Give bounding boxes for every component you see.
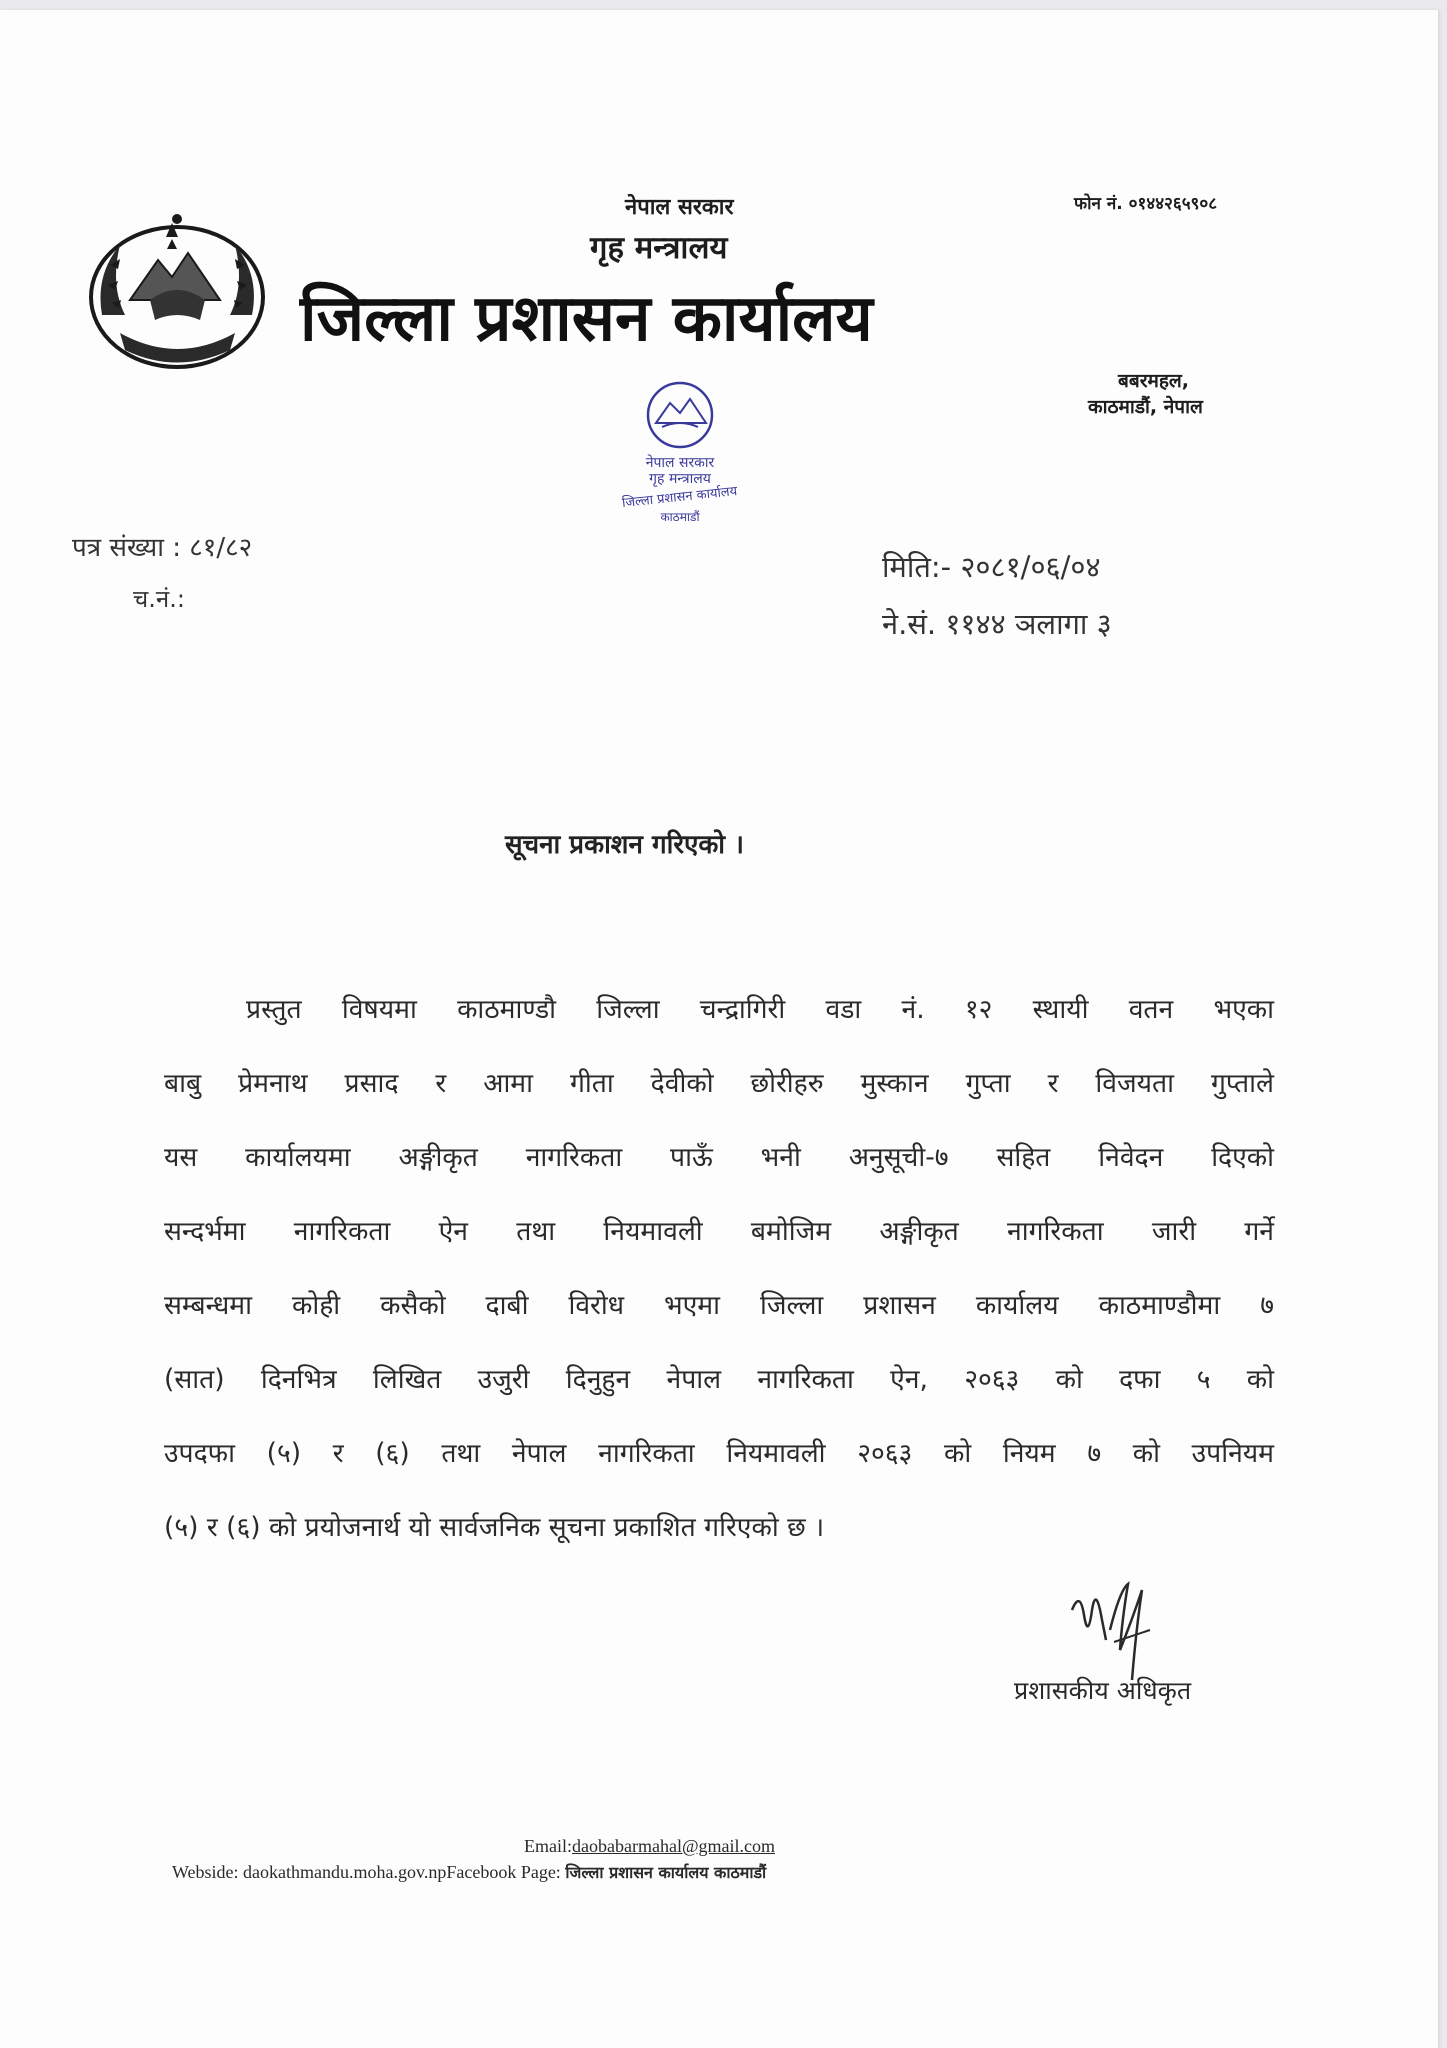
website-label: Webside: (172, 1862, 244, 1882)
nepal-emblem-icon (80, 205, 275, 375)
address-line-2: काठमाडौं, नेपाल (1088, 396, 1203, 418)
body-line: सम्बन्धमा कोही कसैको दाबी विरोध भएमा जिल्ला प्रशासन कार्यालय काठमाण्डौमा ७ (164, 1290, 1274, 1321)
address-line-1: बबरमहल, (1118, 370, 1190, 392)
footer-website (172, 1861, 766, 1883)
reference-number: पत्र संख्या : ८१/८२ (72, 533, 253, 563)
nepal-sambat-date: ने.सं. ११४४ ञलागा ३ (882, 607, 1112, 641)
footer-email (524, 1836, 775, 1857)
signatory-designation: प्रशासकीय अधिकृत (1014, 1676, 1192, 1705)
email-link[interactable]: daobabarmahal@gmail.com (572, 1836, 776, 1856)
signature-icon (1062, 1570, 1172, 1690)
notice-body (164, 973, 1274, 1565)
office-stamp-icon (588, 375, 773, 530)
phone-number: फोन नं. ०१४४२६५९०८ (1074, 194, 1218, 214)
body-line: (सात) दिनभित्र लिखित उजुरी दिनुहुन नेपाल नागरिकता ऐन, २०६३ को दफा ५ को (164, 1364, 1274, 1395)
office-title: जिल्ला प्रशासन कार्यालय (300, 282, 873, 356)
dispatch-number: च.नं.: (133, 585, 185, 613)
notice-subject: सूचना प्रकाशन गरिएको । (505, 830, 744, 860)
stamp-line-3: जिल्ला प्रशासन कार्यालय (621, 484, 738, 512)
website-link[interactable]: daokathmandu.moha.gov.np (243, 1862, 447, 1882)
body-line: बाबु प्रेमनाथ प्रसाद र आमा गीता देवीको छोरीहरु मुस्कान गुप्ता र विजयता गुप्ताले (164, 1068, 1274, 1099)
body-line: यस कार्यालयमा अङ्गीकृत नागरिकता पाऊँ भनी अनुसूची-७ सहित निवेदन दिएको (164, 1142, 1274, 1173)
body-line: उपदफा (५) र (६) तथा नेपाल नागरिकता नियमावली २०६३ को नियम ७ को उपनियम (164, 1438, 1274, 1469)
body-line: प्रस्तुत विषयमा काठमाण्डौ जिल्ला चन्द्रागिरी वडा नं. १२ स्थायी वतन भएका (246, 994, 1274, 1025)
facebook-label: Facebook Page: (446, 1862, 566, 1882)
letter-sheet (0, 10, 1438, 2048)
stamp-line-1: नेपाल सरकार (645, 455, 715, 471)
stamp-line-2: गृह मन्त्रालय (649, 471, 711, 487)
government-name: नेपाल सरकार (625, 195, 734, 220)
email-label: Email: (524, 1836, 572, 1856)
ministry-name: गृह मन्त्रालय (590, 230, 728, 266)
stamp-line-4: काठमाडौं (660, 510, 700, 524)
facebook-page-link[interactable]: जिल्ला प्रशासन कार्यालय काठमाडौं (565, 1863, 767, 1882)
letter-date: मिति:- २०८१/०६/०४ (882, 550, 1101, 584)
body-line: सन्दर्भमा नागरिकता ऐन तथा नियमावली बमोजिम अङ्गीकृत नागरिकता जारी गर्ने (164, 1216, 1274, 1247)
body-line: (५) र (६) को प्रयोजनार्थ यो सार्वजनिक सूचना प्रकाशित गरिएको छ । (164, 1512, 825, 1543)
